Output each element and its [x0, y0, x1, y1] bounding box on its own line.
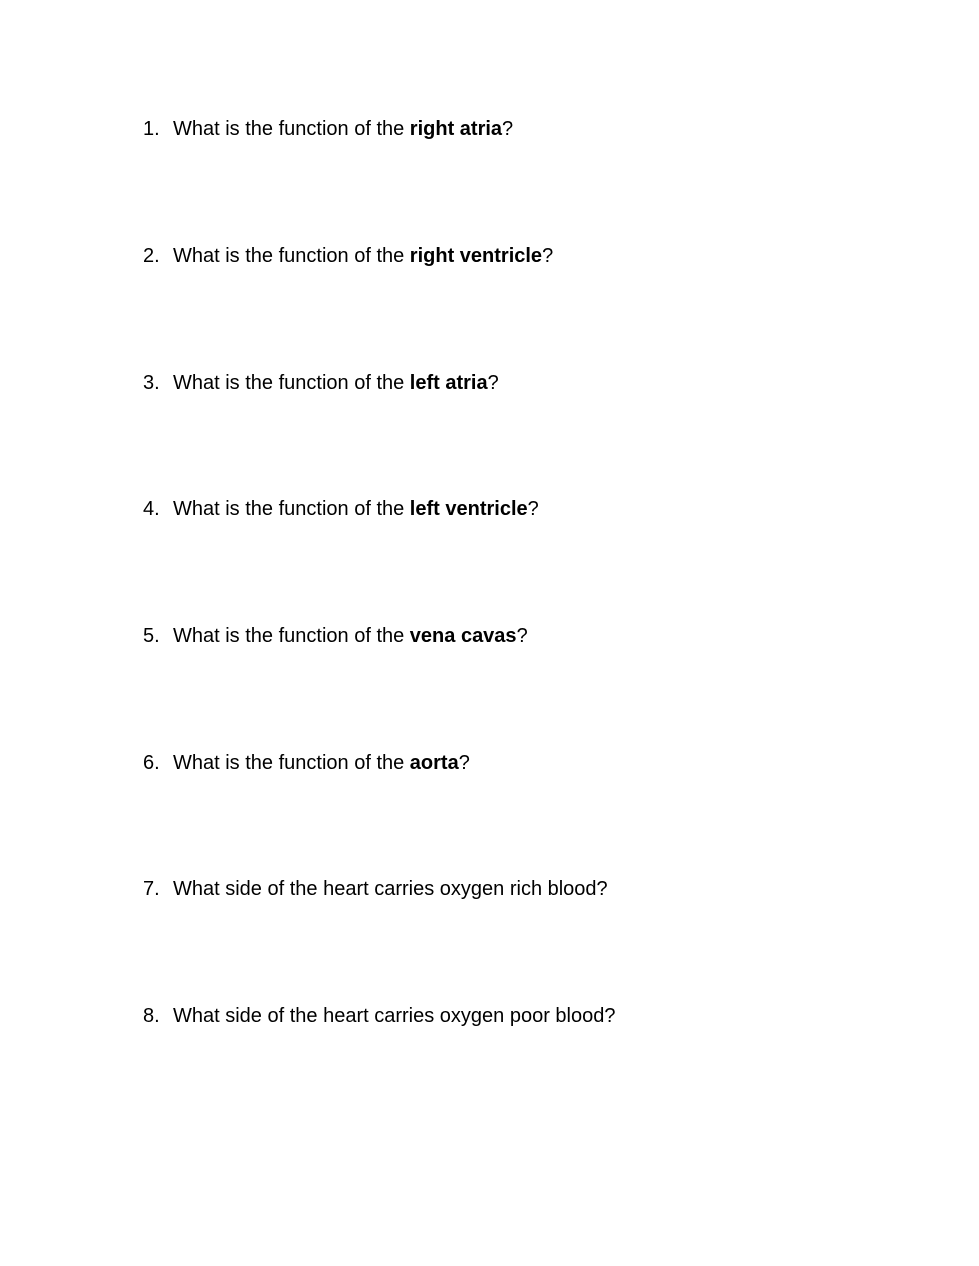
question-number: 3.	[143, 372, 160, 394]
question-3	[143, 370, 499, 396]
question-4	[143, 496, 539, 522]
question-number: 5.	[143, 625, 160, 647]
question-suffix: ?	[516, 625, 528, 647]
question-2	[143, 243, 553, 269]
question-1	[143, 116, 513, 142]
question-text: What is the function of the	[173, 752, 410, 774]
question-8	[143, 1003, 615, 1029]
question-7	[143, 876, 608, 902]
question-text: What is the function of the	[173, 625, 410, 647]
question-suffix: ?	[458, 752, 470, 774]
question-term: right atria	[409, 118, 503, 140]
question-text: What side of the heart carries oxygen rich blood?	[173, 878, 608, 900]
question-number: 6.	[143, 752, 160, 774]
question-text: What is the function of the	[173, 118, 410, 140]
question-suffix: ?	[487, 372, 499, 394]
question-number: 8.	[143, 1005, 160, 1027]
question-suffix: ?	[527, 498, 539, 520]
question-text: What is the function of the	[173, 245, 410, 267]
question-number: 7.	[143, 878, 160, 900]
question-term: aorta	[409, 752, 459, 774]
question-term: left atria	[409, 372, 488, 394]
question-term: vena cavas	[409, 625, 517, 647]
question-term: right ventricle	[409, 245, 543, 267]
question-text: What side of the heart carries oxygen poor blood?	[173, 1005, 616, 1027]
question-suffix: ?	[502, 118, 514, 140]
question-suffix: ?	[542, 245, 554, 267]
question-term: left ventricle	[409, 498, 528, 520]
question-text: What is the function of the	[173, 498, 410, 520]
question-text: What is the function of the	[173, 372, 410, 394]
question-number: 2.	[143, 245, 160, 267]
question-number: 1.	[143, 118, 160, 140]
question-6	[143, 750, 470, 776]
question-number: 4.	[143, 498, 160, 520]
question-5	[143, 623, 528, 649]
